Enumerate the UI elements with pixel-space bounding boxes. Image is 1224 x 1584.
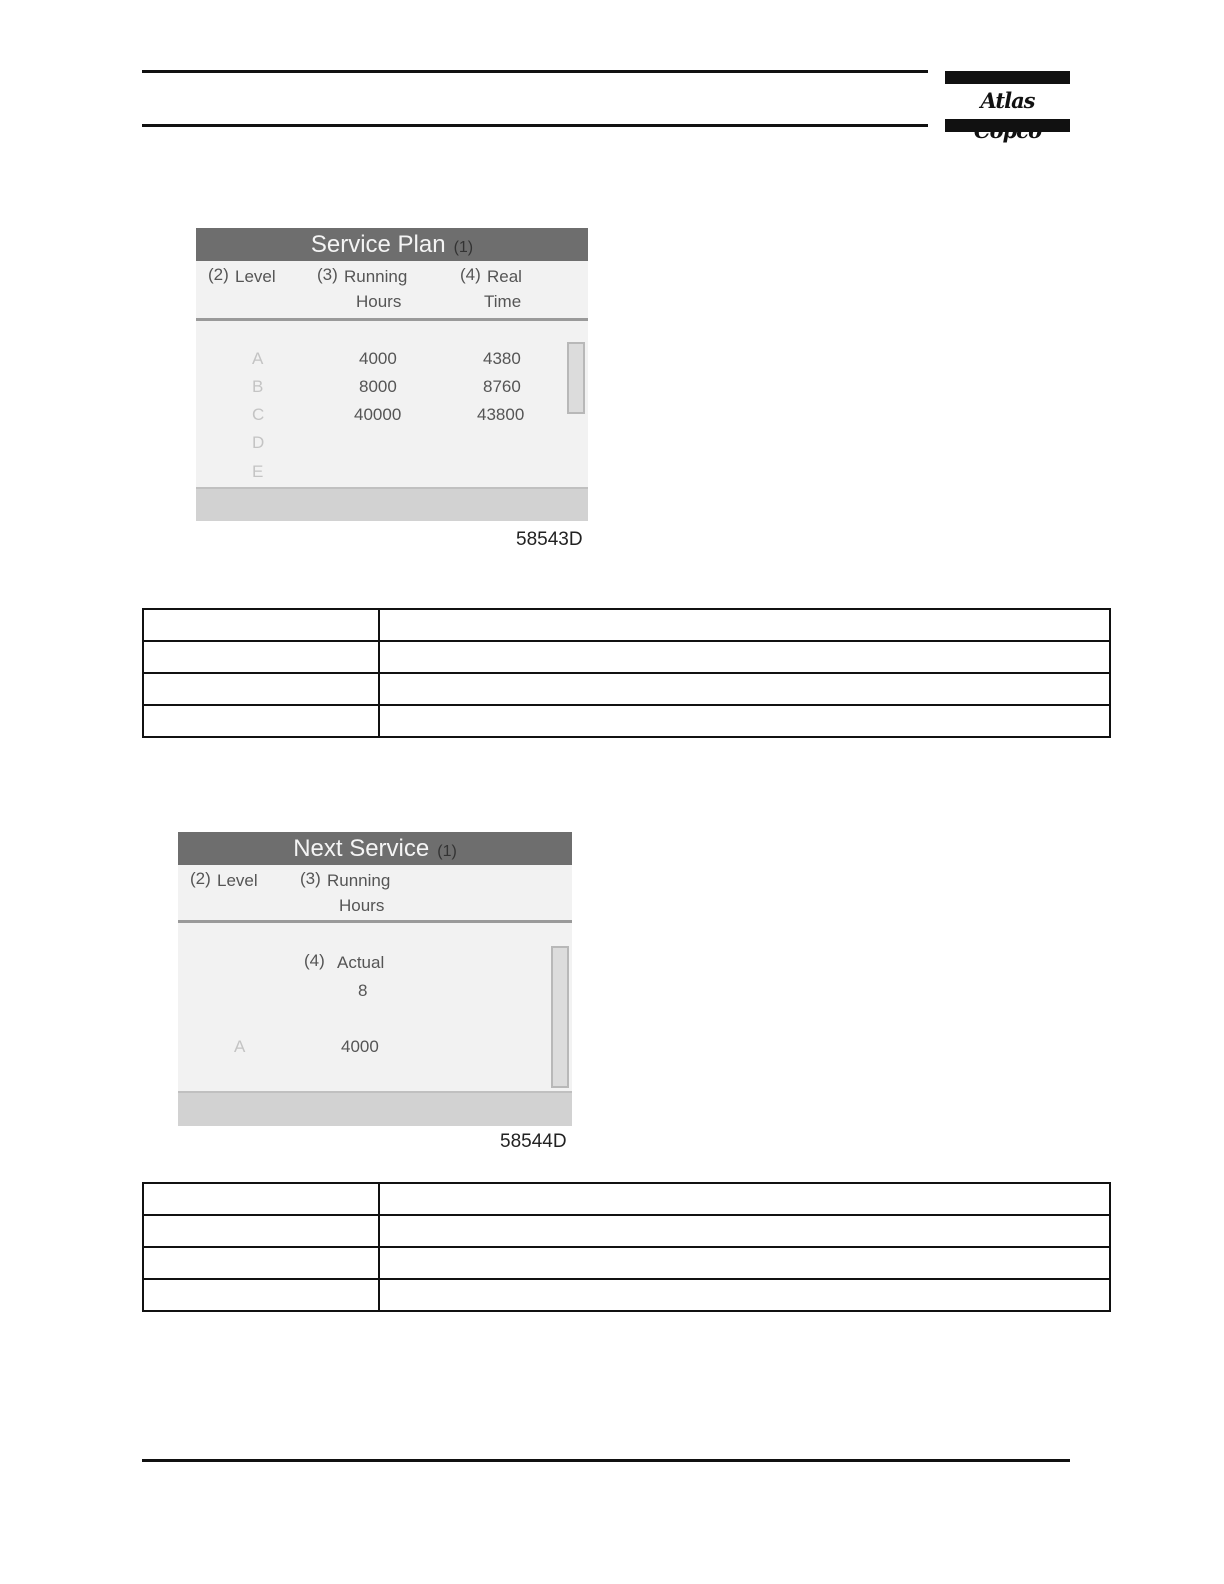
table-cell	[379, 1215, 1110, 1247]
table-cell	[143, 609, 379, 641]
row-running-hours-b: 8000	[359, 377, 397, 396]
column-header-running: Running	[344, 267, 408, 286]
column-ref-level: (2)	[190, 869, 211, 888]
table-row	[143, 609, 1110, 641]
table-row	[143, 1279, 1110, 1311]
figure-id: 58544D	[500, 1131, 567, 1152]
table-cell	[143, 641, 379, 673]
screen-title-ref: (1)	[453, 239, 474, 256]
column-ref-running-hours: (3)	[300, 869, 321, 888]
actual-value: 8	[358, 981, 368, 1000]
table-cell	[379, 705, 1110, 737]
row-level-b: B	[252, 377, 264, 396]
row-real-time-c: 43800	[477, 405, 525, 424]
table-cell	[379, 673, 1110, 705]
table-row	[143, 1247, 1110, 1279]
actual-label: Actual	[337, 953, 385, 972]
logo-wordmark: Atlas	[980, 88, 1035, 113]
screen-title: Service Plan	[310, 231, 446, 258]
table-cell	[143, 1247, 379, 1279]
column-header-hours: Hours	[339, 896, 385, 915]
table-cell	[143, 1183, 379, 1215]
screen-footer-bar	[178, 1091, 572, 1126]
table-row	[143, 705, 1110, 737]
screen-title-ref: (1)	[437, 843, 457, 860]
table-cell	[379, 641, 1110, 673]
row-level-a: A	[252, 349, 264, 368]
screen-footer-bar	[196, 487, 588, 521]
legend-table-2	[142, 1182, 1111, 1312]
logo-bar-bottom	[945, 119, 1070, 132]
table-cell	[379, 609, 1110, 641]
column-header-time: Time	[484, 292, 522, 311]
scrollbar-thumb[interactable]	[551, 946, 569, 1088]
row-real-time-a: 4380	[483, 349, 521, 368]
row-running-hours-a: 4000	[359, 349, 397, 368]
footer-rule	[142, 1459, 1070, 1462]
column-ref-running-hours: (3)	[317, 265, 338, 284]
row-running-hours-a: 4000	[341, 1037, 379, 1056]
row-real-time-b: 8760	[483, 377, 521, 396]
column-ref-level: (2)	[208, 265, 229, 284]
scrollbar-thumb[interactable]	[567, 342, 585, 414]
table-row	[143, 1215, 1110, 1247]
column-header-running: Running	[327, 871, 391, 890]
column-header-real: Real	[487, 267, 522, 286]
header-rule-top	[142, 70, 928, 73]
table-cell	[143, 1215, 379, 1247]
header-rule-bottom	[142, 124, 928, 127]
column-ref-real-time: (4)	[460, 265, 481, 284]
row-level-a: A	[234, 1037, 246, 1056]
screen-title: Next Service	[293, 835, 430, 862]
legend-table-1	[142, 608, 1111, 738]
service-plan-screen	[196, 228, 588, 521]
table-cell	[143, 705, 379, 737]
table-cell	[379, 1279, 1110, 1311]
actual-ref: (4)	[304, 951, 325, 970]
screen-title-bar	[196, 228, 588, 261]
header-divider	[196, 318, 588, 321]
column-header-hours: Hours	[356, 292, 402, 311]
atlas-copco-logo	[945, 71, 1070, 132]
table-row	[143, 1183, 1110, 1215]
row-level-d: D	[252, 433, 265, 452]
row-level-e: E	[252, 462, 264, 481]
table-cell	[379, 1247, 1110, 1279]
table-row	[143, 673, 1110, 705]
column-header-level: Level	[217, 871, 258, 890]
table-cell	[143, 1279, 379, 1311]
table-cell	[379, 1183, 1110, 1215]
column-header-level: Level	[235, 267, 276, 286]
screen-title-bar	[178, 832, 572, 865]
row-level-c: C	[252, 405, 265, 424]
header-divider	[178, 920, 572, 923]
logo-bar-top	[945, 71, 1070, 84]
figure-id: 58543D	[516, 529, 583, 550]
table-cell	[143, 673, 379, 705]
row-running-hours-c: 40000	[354, 405, 402, 424]
table-row	[143, 641, 1110, 673]
next-service-screen	[178, 832, 572, 1126]
